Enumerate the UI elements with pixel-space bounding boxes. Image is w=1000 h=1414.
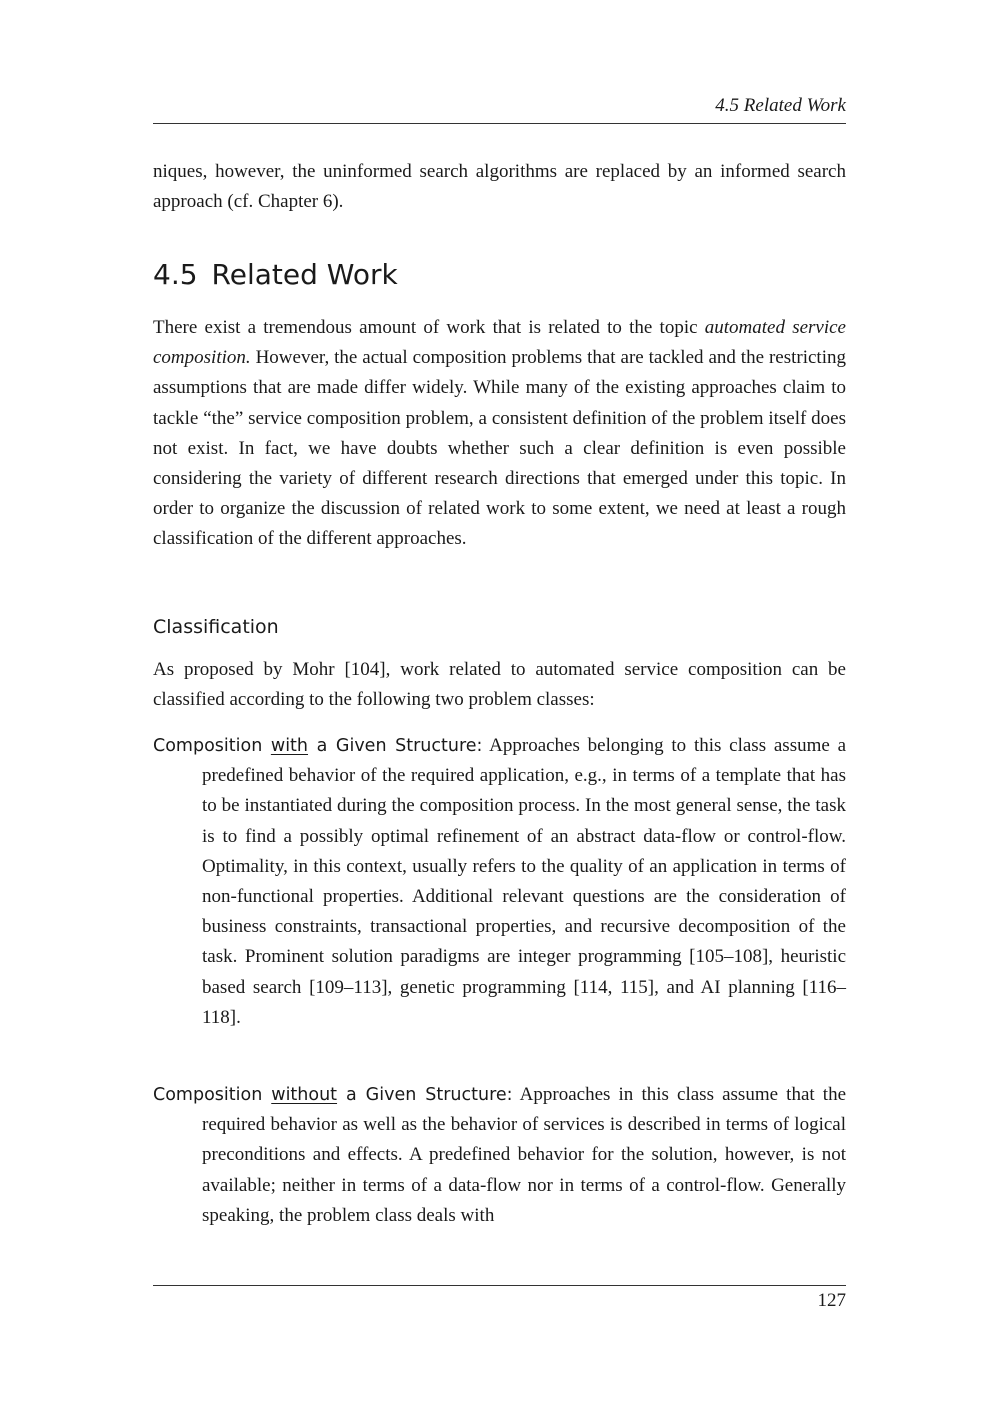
main-paragraph-part1: There exist a tremendous amount of work that is related to the topic: [153, 317, 705, 338]
definition-item: [153, 731, 846, 1033]
term-underlined: without: [271, 1085, 338, 1105]
page-number: 127: [817, 1290, 846, 1311]
term-prefix: Composition: [153, 1085, 272, 1105]
term-suffix: a Given Structure:: [337, 1085, 513, 1105]
definition-item: [153, 1080, 846, 1231]
intro-paragraph: niques, however, the uninformed search algorithms are replaced by an informed search approach (cf. Chapter 6).: [153, 161, 846, 213]
section-title: Related Work: [211, 258, 398, 291]
definition-description: Approaches belonging to this class assume a predefined behavior of the required application, e.g., in terms of a template that has to be instantiated during the composition process. In the most general sense, the task is to find a possibly optimal refinement of an abstract data-flow or control-flow. Optimality, in this context, usually refers to the quality of an application in terms of non-functional properties. Additional relevant questions are the consideration of business constraints, transactional properties, and recursive decomposition of the task. Prominent solution paradigms are integer programming [105–108], heuristic based search [109–113], genetic programming [114, 115], and AI planning [116–118].: [202, 735, 846, 1028]
problem-class-with-structure: [153, 731, 846, 1033]
definition-description: Approaches in this class assume that the required behavior as well as the behavior of services is described in terms of logical preconditions and effects. A predefined behavior for the solution, however, is not available; neither in terms of a data-flow nor in terms of a control-flow. Generally speaking, the problem class deals with: [202, 1084, 847, 1226]
footer-rule: [153, 1285, 846, 1286]
definition-term: [153, 736, 482, 756]
subsection-heading: Classification: [153, 616, 279, 638]
section-number: 4.5: [153, 258, 198, 291]
running-header: 4.5 Related Work: [715, 95, 846, 116]
problem-class-without-structure: [153, 1080, 846, 1231]
term-underlined: with: [270, 736, 309, 756]
main-paragraph: [153, 313, 846, 555]
definition-term: [153, 1085, 513, 1105]
section-heading: [153, 256, 398, 294]
classification-paragraph: As proposed by Mohr [104], work related to automated service composition can be classified according to the following two problem classes:: [153, 659, 846, 711]
main-paragraph-part2: However, the actual composition problems that are tackled and the restricting assumptions that are made differ widely. While many of the existing approaches claim to tackle “the” service composition problem, a consistent definition of the problem itself does not exist. In fact, we have doubts whether such a clear definition is even possible considering the variety of different research directions that emerged under this topic. In order to organize the discussion of related work to some extent, we need at least a rough classification of the different approaches.: [153, 347, 846, 550]
term-suffix: a Given Structure:: [308, 736, 483, 756]
main-paragraph-emphasis: automated service composition.: [153, 317, 846, 369]
term-prefix: Composition: [153, 736, 271, 756]
header-rule: [153, 123, 846, 124]
